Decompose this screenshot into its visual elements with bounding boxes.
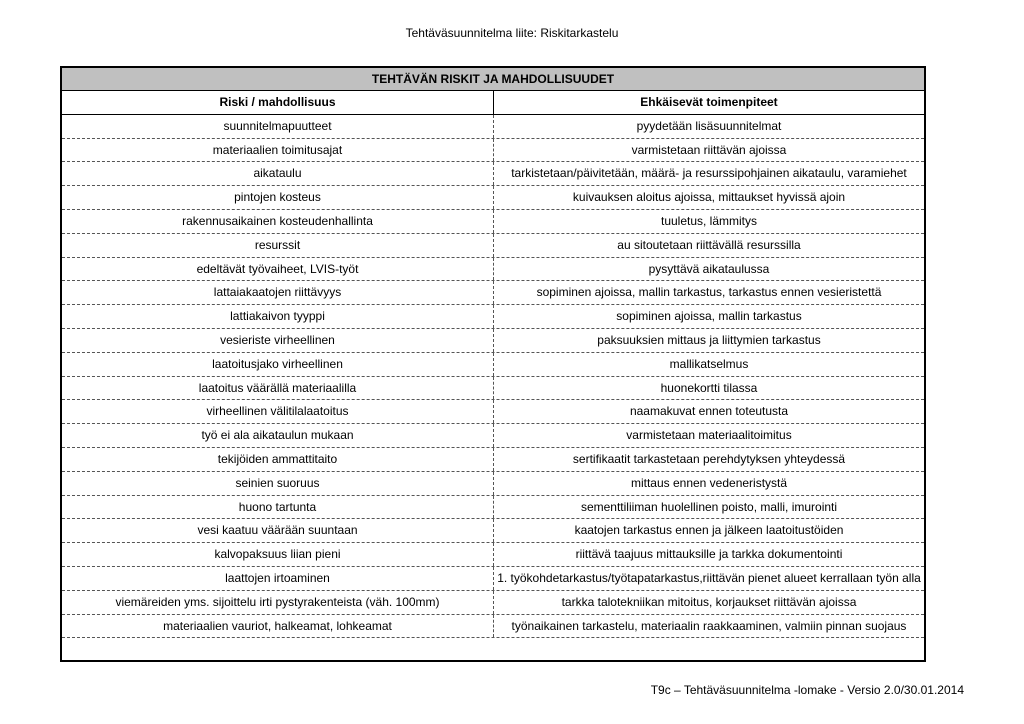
action-cell: sementtiliiman huolellinen poisto, malli, imurointi bbox=[580, 499, 838, 514]
table-title: TEHTÄVÄN RISKIT JA MAHDOLLISUUDET bbox=[62, 68, 924, 91]
action-cell: riittävä taajuus mittauksille ja tarkka dokumentointi bbox=[575, 547, 843, 562]
risk-cell: huono tartunta bbox=[62, 496, 494, 519]
risk-cell: lattiakaivon tyyppi bbox=[62, 305, 494, 328]
risk-cell: laatoitus väärällä materiaalilla bbox=[62, 377, 494, 400]
risk-cell: suunnitelmapuutteet bbox=[62, 115, 494, 138]
action-cell: paksuuksien mittaus ja liittymien tarkastus bbox=[597, 332, 821, 347]
action-cell: pyydetään lisäsuunnitelmat bbox=[636, 118, 782, 133]
action-cell: naamakuvat ennen toteutusta bbox=[629, 404, 789, 419]
table-row bbox=[62, 281, 924, 305]
table-row bbox=[62, 329, 924, 353]
risk-cell: vesi kaatuu väärään suuntaan bbox=[62, 519, 494, 542]
action-cell: 1. työkohdetarkastus/työtapatarkastus,riittävän pienet alueet kerrallaan työn alla bbox=[497, 570, 921, 585]
action-cell: tarkistetaan/päivitetään, määrä- ja resurssipohjainen aikataulu, varamiehet bbox=[511, 166, 907, 181]
column-header-actions: Ehkäisevät toimenpiteet bbox=[640, 95, 778, 109]
table-row bbox=[62, 258, 924, 282]
risk-cell: vesieriste virheellinen bbox=[62, 329, 494, 352]
risk-cell: seinien suoruus bbox=[62, 472, 494, 495]
document-footer: T9c – Tehtäväsuunnitelma -lomake - Versio 2.0/30.01.2014 bbox=[650, 683, 964, 697]
action-cell: au sitoutetaan riittävällä resurssilla bbox=[617, 237, 801, 252]
action-cell: varmistetaan riittävän ajoissa bbox=[631, 142, 787, 157]
risk-cell: laattojen irtoaminen bbox=[62, 567, 494, 590]
table-row bbox=[62, 115, 924, 139]
action-cell: kaatojen tarkastus ennen ja jälkeen laatoitustöiden bbox=[574, 523, 844, 538]
risk-cell: rakennusaikainen kosteudenhallinta bbox=[62, 210, 494, 233]
empty-cell-left bbox=[62, 638, 494, 660]
action-cell: pysyttävä aikataulussa bbox=[648, 261, 770, 276]
risk-cell: viemäreiden yms. sijoittelu irti pystyrakenteista (väh. 100mm) bbox=[62, 591, 494, 614]
table-row bbox=[62, 472, 924, 496]
risk-cell: materiaalien vauriot, halkeamat, lohkeamat bbox=[62, 615, 494, 638]
risk-cell: lattaiakaatojen riittävyys bbox=[62, 281, 494, 304]
table-row bbox=[62, 519, 924, 543]
action-cell: tarkka talotekniikan mitoitus, korjaukset riittävän ajoissa bbox=[561, 594, 857, 609]
risk-cell: resurssit bbox=[62, 234, 494, 257]
risk-cell: työ ei ala aikataulun mukaan bbox=[62, 424, 494, 447]
table-header-row bbox=[62, 91, 924, 115]
table-row bbox=[62, 567, 924, 591]
table-row bbox=[62, 448, 924, 472]
risk-cell: laatoitusjako virheellinen bbox=[62, 353, 494, 376]
table-row bbox=[62, 139, 924, 163]
column-header-risk: Riski / mahdollisuus bbox=[62, 91, 494, 114]
action-cell: varmistetaan materiaalitoimitus bbox=[626, 428, 792, 443]
table-row bbox=[62, 615, 924, 639]
risk-cell: aikataulu bbox=[62, 162, 494, 185]
action-cell: työnaikainen tarkastelu, materiaalin raakkaaminen, valmiin pinnan suojaus bbox=[511, 618, 907, 633]
table-row bbox=[62, 543, 924, 567]
action-cell: huonekortti tilassa bbox=[660, 380, 758, 395]
risk-cell: kalvopaksuus liian pieni bbox=[62, 543, 494, 566]
risk-cell: virheellinen välitilalaatoitus bbox=[62, 400, 494, 423]
action-cell: tuuletus, lämmitys bbox=[660, 213, 758, 228]
risk-table bbox=[60, 66, 926, 662]
document-header: Tehtäväsuunnitelma liite: Riskitarkastelu bbox=[405, 26, 619, 40]
risk-cell: edeltävät työvaiheet, LVIS-työt bbox=[62, 258, 494, 281]
table-row bbox=[62, 424, 924, 448]
table-row bbox=[62, 162, 924, 186]
action-cell: sertifikaatit tarkastetaan perehdytyksen yhteydessä bbox=[572, 451, 846, 466]
table-row bbox=[62, 234, 924, 258]
table-row bbox=[62, 377, 924, 401]
table-row bbox=[62, 353, 924, 377]
risk-cell: pintojen kosteus bbox=[62, 186, 494, 209]
table-row bbox=[62, 305, 924, 329]
risk-cell: tekijöiden ammattitaito bbox=[62, 448, 494, 471]
table-row bbox=[62, 496, 924, 520]
action-cell: mallikatselmus bbox=[669, 356, 749, 371]
table-row bbox=[62, 186, 924, 210]
empty-cell-right bbox=[494, 638, 924, 660]
action-cell: sopiminen ajoissa, mallin tarkastus bbox=[616, 309, 802, 324]
action-cell: mittaus ennen vedeneristystä bbox=[630, 475, 788, 490]
action-cell: sopiminen ajoissa, mallin tarkastus, tarkastus ennen vesieristettä bbox=[536, 285, 882, 300]
risk-cell: materiaalien toimitusajat bbox=[62, 139, 494, 162]
action-cell: kuivauksen aloitus ajoissa, mittaukset hyvissä ajoin bbox=[572, 190, 846, 205]
table-row bbox=[62, 400, 924, 424]
table-empty-row bbox=[62, 638, 924, 660]
table-row bbox=[62, 210, 924, 234]
table-row bbox=[62, 591, 924, 615]
